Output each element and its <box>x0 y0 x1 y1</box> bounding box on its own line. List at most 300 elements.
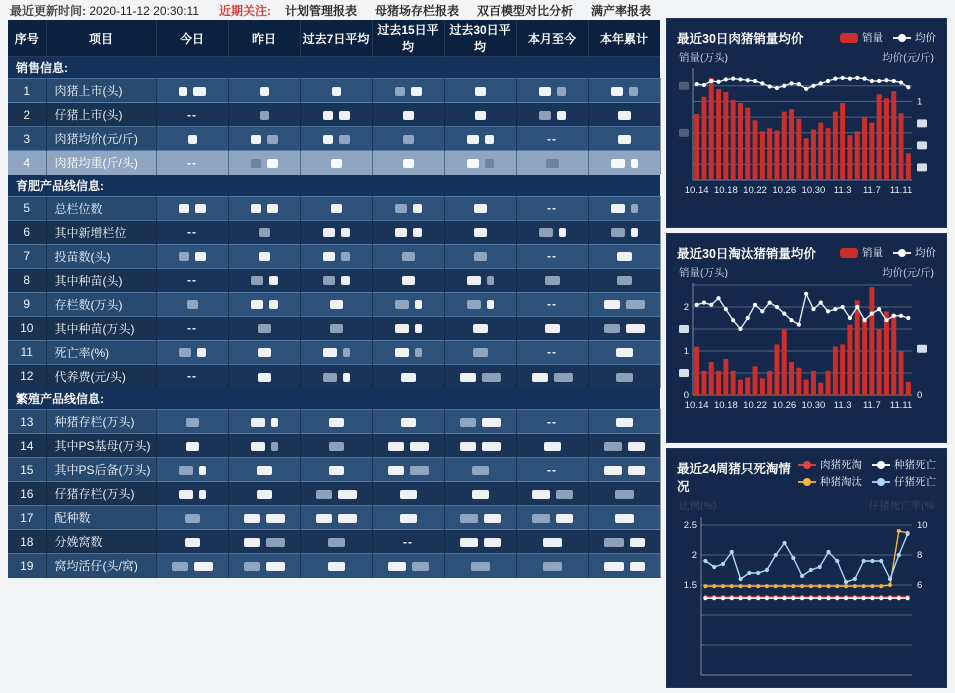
data-point[interactable] <box>747 596 751 600</box>
bar[interactable] <box>723 92 728 180</box>
data-point[interactable] <box>888 577 892 581</box>
data-point[interactable] <box>897 553 901 557</box>
chart-title: 最近30日肉猪销量均价 <box>677 32 804 46</box>
report-tab-4[interactable]: 满产率报表 <box>591 3 652 18</box>
axis-tick-label: 1 <box>917 96 923 108</box>
table-row[interactable] <box>8 458 660 482</box>
cell-value-redacted <box>300 103 372 127</box>
bar[interactable] <box>789 362 794 395</box>
cell-value-redacted <box>372 220 444 244</box>
data-point[interactable] <box>760 81 764 85</box>
data-point[interactable] <box>877 307 881 311</box>
cell-value-redacted <box>156 554 228 578</box>
data-point[interactable] <box>731 77 735 81</box>
data-point[interactable] <box>738 584 742 588</box>
data-point[interactable] <box>826 596 830 600</box>
data-point[interactable] <box>756 571 760 575</box>
data-point[interactable] <box>835 559 839 563</box>
data-point[interactable] <box>716 296 720 300</box>
legend-label: 销量 <box>862 32 883 44</box>
cell-value-redacted <box>228 530 300 554</box>
bar[interactable] <box>811 130 816 180</box>
data-point[interactable] <box>811 307 815 311</box>
data-point[interactable] <box>738 327 742 331</box>
data-point[interactable] <box>870 596 874 600</box>
cell-value-redacted <box>372 292 444 316</box>
data-point[interactable] <box>906 596 910 600</box>
data-point[interactable] <box>712 565 716 569</box>
data-point[interactable] <box>753 79 757 83</box>
data-point[interactable] <box>791 556 795 560</box>
bar[interactable] <box>818 123 823 180</box>
bar[interactable] <box>855 300 860 395</box>
bar[interactable] <box>906 382 911 395</box>
section-header-row <box>8 388 660 410</box>
data-point[interactable] <box>791 584 795 588</box>
data-point[interactable] <box>870 559 874 563</box>
data-point[interactable] <box>738 596 742 600</box>
data-point[interactable] <box>844 584 848 588</box>
cell-value-redacted <box>228 196 300 220</box>
cell-value-redacted <box>372 458 444 482</box>
bar[interactable] <box>738 380 743 395</box>
data-point[interactable] <box>789 318 793 322</box>
data-point[interactable] <box>906 532 910 536</box>
data-point[interactable] <box>712 584 716 588</box>
table-row[interactable] <box>8 482 660 506</box>
legend-item-销量[interactable] <box>840 245 883 260</box>
data-point[interactable] <box>738 577 742 581</box>
table-row[interactable] <box>8 244 660 268</box>
legend-item-种猪死亡[interactable] <box>872 457 936 472</box>
data-point[interactable] <box>702 301 706 305</box>
column-header: 项目 <box>46 20 156 57</box>
line-series-均价 <box>697 78 909 89</box>
data-point[interactable] <box>747 571 751 575</box>
data-point[interactable] <box>870 79 874 83</box>
table-row[interactable] <box>8 316 660 340</box>
x-axis-tick-label: 10.18 <box>713 400 738 411</box>
x-axis-tick-label: 10.14 <box>684 185 709 196</box>
data-point[interactable] <box>855 76 859 80</box>
bar[interactable] <box>840 344 845 395</box>
data-point[interactable] <box>819 81 823 85</box>
data-point[interactable] <box>774 584 778 588</box>
column-header: 本年累计 <box>588 20 660 57</box>
cell-value-redacted <box>444 316 516 340</box>
cell-value-redacted <box>444 506 516 530</box>
data-point[interactable] <box>841 305 845 309</box>
bar[interactable] <box>877 329 882 395</box>
cell-value-redacted <box>516 482 588 506</box>
cell-value-redacted <box>156 127 228 151</box>
row-index: 10 <box>8 316 46 340</box>
axis-tick-label: 2 <box>683 302 689 313</box>
bar[interactable] <box>694 347 699 395</box>
data-point[interactable] <box>721 596 725 600</box>
table-row[interactable] <box>8 506 660 530</box>
bar[interactable] <box>774 344 779 395</box>
data-point[interactable] <box>709 303 713 307</box>
cell-value-redacted <box>228 506 300 530</box>
data-point[interactable] <box>826 550 830 554</box>
data-point[interactable] <box>765 596 769 600</box>
cell-value-redacted: -- <box>372 530 444 554</box>
bar[interactable] <box>796 368 801 395</box>
data-point[interactable] <box>804 87 808 91</box>
bar[interactable] <box>862 318 867 395</box>
data-point[interactable] <box>862 596 866 600</box>
cell-value-redacted: -- <box>516 196 588 220</box>
row-index: 19 <box>8 554 46 578</box>
data-point[interactable] <box>768 84 772 88</box>
table-row[interactable] <box>8 410 660 434</box>
data-point[interactable] <box>879 584 883 588</box>
axis-tick-redacted <box>917 345 927 353</box>
cell-value-redacted <box>300 79 372 103</box>
data-point[interactable] <box>862 559 866 563</box>
bar[interactable] <box>804 380 809 395</box>
data-point[interactable] <box>765 584 769 588</box>
bar[interactable] <box>906 153 911 180</box>
data-point[interactable] <box>853 596 857 600</box>
data-point[interactable] <box>897 596 901 600</box>
data-point[interactable] <box>800 584 804 588</box>
data-point[interactable] <box>746 78 750 82</box>
data-point[interactable] <box>782 596 786 600</box>
bar[interactable] <box>899 351 904 395</box>
cell-value-redacted <box>156 482 228 506</box>
legend-item-肉猪死淘[interactable] <box>798 457 862 472</box>
bar[interactable] <box>877 94 882 180</box>
data-point[interactable] <box>809 584 813 588</box>
data-point[interactable] <box>818 584 822 588</box>
axis-tick-redacted <box>917 119 927 127</box>
data-point[interactable] <box>879 559 883 563</box>
data-point[interactable] <box>835 584 839 588</box>
cell-value-redacted <box>588 554 660 578</box>
data-point[interactable] <box>888 596 892 600</box>
data-point[interactable] <box>800 596 804 600</box>
data-point[interactable] <box>862 77 866 81</box>
data-point[interactable] <box>791 596 795 600</box>
data-point[interactable] <box>746 316 750 320</box>
x-axis-tick-label: 10.22 <box>743 185 767 196</box>
report-tab-1[interactable]: 计划管理报表 <box>285 3 358 18</box>
legend-label: 均价 <box>915 32 936 44</box>
bar[interactable] <box>862 117 867 180</box>
data-point[interactable] <box>756 596 760 600</box>
legend-item-仔猪死亡[interactable] <box>872 474 936 489</box>
data-point[interactable] <box>848 316 852 320</box>
data-point[interactable] <box>804 292 808 296</box>
bar[interactable] <box>782 329 787 395</box>
bar[interactable] <box>833 347 838 395</box>
data-point[interactable] <box>848 77 852 81</box>
table-row[interactable] <box>8 530 660 554</box>
bar[interactable] <box>847 325 852 395</box>
bar[interactable] <box>738 103 743 180</box>
table-row[interactable] <box>8 196 660 220</box>
data-point[interactable] <box>721 562 725 566</box>
legend-item-销量[interactable] <box>840 30 883 45</box>
cell-value-redacted <box>228 410 300 434</box>
bar[interactable] <box>782 112 787 180</box>
bar[interactable] <box>745 377 750 395</box>
data-point[interactable] <box>797 323 801 327</box>
bar[interactable] <box>701 97 706 180</box>
data-point[interactable] <box>782 312 786 316</box>
data-point[interactable] <box>877 79 881 83</box>
data-point[interactable] <box>833 307 837 311</box>
legend-label: 销量 <box>862 247 883 259</box>
bar[interactable] <box>723 359 728 395</box>
cell-value-redacted <box>588 196 660 220</box>
table-row[interactable] <box>8 292 660 316</box>
data-point[interactable] <box>884 318 888 322</box>
cell-value-redacted <box>228 244 300 268</box>
data-point[interactable] <box>892 79 896 83</box>
data-point[interactable] <box>853 577 857 581</box>
cell-value-redacted <box>444 554 516 578</box>
data-point[interactable] <box>782 541 786 545</box>
section-title: 销售信息: <box>8 57 660 79</box>
axis-tick-redacted <box>917 163 927 171</box>
bar[interactable] <box>716 89 721 180</box>
bar[interactable] <box>847 135 852 180</box>
bar[interactable] <box>891 91 896 180</box>
bar[interactable] <box>731 100 736 180</box>
cell-value-redacted <box>156 79 228 103</box>
data-point[interactable] <box>819 301 823 305</box>
bar[interactable] <box>840 103 845 180</box>
bar[interactable] <box>804 138 809 180</box>
bar[interactable] <box>701 371 706 395</box>
update-time-label: 最近更新时间: <box>10 3 86 18</box>
cell-value-redacted: -- <box>156 316 228 340</box>
data-point[interactable] <box>899 80 903 84</box>
data-point[interactable] <box>775 86 779 90</box>
data-point[interactable] <box>703 559 707 563</box>
data-point[interactable] <box>712 596 716 600</box>
column-header: 序号 <box>8 20 46 57</box>
data-point[interactable] <box>768 301 772 305</box>
data-point[interactable] <box>897 529 901 533</box>
cell-value-redacted <box>372 268 444 292</box>
bar[interactable] <box>826 371 831 395</box>
row-label: 总栏位数 <box>46 196 156 220</box>
data-point[interactable] <box>844 580 848 584</box>
x-axis-tick-label: 11.3 <box>833 400 852 411</box>
data-point[interactable] <box>809 568 813 572</box>
data-point[interactable] <box>899 314 903 318</box>
data-point[interactable] <box>703 584 707 588</box>
data-point[interactable] <box>695 82 699 86</box>
table-row[interactable] <box>8 554 660 578</box>
cell-value-redacted <box>516 364 588 388</box>
data-point[interactable] <box>702 83 706 87</box>
top-bar <box>10 2 651 18</box>
cell-value-redacted <box>228 127 300 151</box>
cell-value-redacted <box>588 506 660 530</box>
cell-value-redacted <box>372 103 444 127</box>
bar[interactable] <box>789 109 794 180</box>
bar[interactable] <box>869 123 874 180</box>
data-point[interactable] <box>906 316 910 320</box>
data-point[interactable] <box>870 584 874 588</box>
cell-value-redacted <box>300 292 372 316</box>
data-point[interactable] <box>747 584 751 588</box>
bar[interactable] <box>753 366 758 395</box>
table-row[interactable] <box>8 434 660 458</box>
row-index: 8 <box>8 268 46 292</box>
chart-legend <box>840 242 936 260</box>
cell-value-redacted <box>588 530 660 554</box>
legend-item-均价[interactable] <box>893 30 936 45</box>
table-row[interactable] <box>8 103 660 127</box>
data-point[interactable] <box>853 584 857 588</box>
report-tab-2[interactable]: 母猪场存栏报表 <box>375 3 460 18</box>
bar[interactable] <box>891 314 896 395</box>
data-point[interactable] <box>703 596 707 600</box>
data-point[interactable] <box>774 596 778 600</box>
x-axis-tick-label: 10.26 <box>772 185 797 196</box>
legend-item-均价[interactable] <box>893 245 936 260</box>
data-point[interactable] <box>826 584 830 588</box>
row-index: 1 <box>8 79 46 103</box>
table-row[interactable] <box>8 127 660 151</box>
cell-value-redacted: -- <box>516 127 588 151</box>
cell-value-redacted <box>588 340 660 364</box>
x-axis-tick-label: 11.3 <box>833 185 852 196</box>
bar[interactable] <box>826 128 831 180</box>
cell-value-redacted <box>228 103 300 127</box>
table-row[interactable] <box>8 268 660 292</box>
data-point[interactable] <box>695 303 699 307</box>
bar[interactable] <box>767 371 772 395</box>
data-point[interactable] <box>765 568 769 572</box>
data-point[interactable] <box>730 596 734 600</box>
cell-value-redacted <box>372 79 444 103</box>
data-point[interactable] <box>724 307 728 311</box>
bar[interactable] <box>716 371 721 395</box>
data-point[interactable] <box>835 596 839 600</box>
table-row[interactable] <box>8 79 660 103</box>
data-point[interactable] <box>833 77 837 81</box>
data-point[interactable] <box>855 305 859 309</box>
axis-tick-label: 1.5 <box>683 580 697 591</box>
report-tab-3[interactable]: 双百模型对比分析 <box>477 3 574 18</box>
data-point[interactable] <box>811 84 815 88</box>
data-point[interactable] <box>844 596 848 600</box>
data-point[interactable] <box>753 303 757 307</box>
data-point[interactable] <box>782 84 786 88</box>
data-point[interactable] <box>724 77 728 81</box>
cell-value-redacted <box>372 434 444 458</box>
data-point[interactable] <box>879 596 883 600</box>
data-point[interactable] <box>789 81 793 85</box>
data-point[interactable] <box>818 596 822 600</box>
bar[interactable] <box>818 383 823 395</box>
data-point[interactable] <box>709 79 713 83</box>
data-point[interactable] <box>738 77 742 81</box>
bar[interactable] <box>753 120 758 180</box>
data-point[interactable] <box>826 79 830 83</box>
data-point[interactable] <box>731 318 735 322</box>
cell-value-redacted <box>300 244 372 268</box>
axis-tick-label: 1 <box>683 346 689 357</box>
bar[interactable] <box>796 119 801 180</box>
cell-value-redacted <box>444 268 516 292</box>
bar[interactable] <box>884 98 889 180</box>
data-point[interactable] <box>906 85 910 89</box>
data-point[interactable] <box>888 583 892 587</box>
bar[interactable] <box>833 112 838 180</box>
table-row[interactable] <box>8 364 660 388</box>
bar[interactable] <box>884 311 889 395</box>
cell-value-redacted <box>300 506 372 530</box>
bar[interactable] <box>855 131 860 180</box>
table-row[interactable] <box>8 220 660 244</box>
bar[interactable] <box>760 378 765 395</box>
data-point[interactable] <box>818 565 822 569</box>
data-point[interactable] <box>716 80 720 84</box>
bar[interactable] <box>767 128 772 180</box>
data-point[interactable] <box>862 584 866 588</box>
bar[interactable] <box>899 113 904 180</box>
data-point[interactable] <box>721 584 725 588</box>
data-point[interactable] <box>800 574 804 578</box>
bar[interactable] <box>745 108 750 180</box>
data-point[interactable] <box>782 584 786 588</box>
bar[interactable] <box>811 371 816 395</box>
cell-value-redacted <box>444 340 516 364</box>
data-point[interactable] <box>774 553 778 557</box>
table-row[interactable] <box>8 340 660 364</box>
legend-item-种猪淘汰[interactable] <box>798 474 862 489</box>
data-point[interactable] <box>760 309 764 313</box>
bar[interactable] <box>760 131 765 180</box>
data-point[interactable] <box>884 78 888 82</box>
data-point[interactable] <box>756 584 760 588</box>
data-point[interactable] <box>730 584 734 588</box>
bar[interactable] <box>731 371 736 395</box>
data-point[interactable] <box>841 76 845 80</box>
data-point[interactable] <box>730 550 734 554</box>
table-row[interactable] <box>8 151 660 175</box>
bar[interactable] <box>694 114 699 180</box>
row-index: 9 <box>8 292 46 316</box>
data-point[interactable] <box>775 305 779 309</box>
cell-value-redacted <box>372 127 444 151</box>
cell-value-redacted <box>156 410 228 434</box>
bar[interactable] <box>774 131 779 181</box>
bar[interactable] <box>709 362 714 395</box>
data-point[interactable] <box>862 318 866 322</box>
column-header: 今日 <box>156 20 228 57</box>
data-point[interactable] <box>870 312 874 316</box>
section-title: 繁殖产品线信息: <box>8 388 660 410</box>
bar[interactable] <box>709 78 714 180</box>
bar[interactable] <box>869 287 874 395</box>
row-index: 4 <box>8 151 46 175</box>
legend-bar-swatch <box>840 248 858 258</box>
data-point[interactable] <box>797 82 801 86</box>
data-point[interactable] <box>809 596 813 600</box>
legend-dot <box>803 478 811 486</box>
data-point[interactable] <box>892 314 896 318</box>
data-point[interactable] <box>826 309 830 313</box>
